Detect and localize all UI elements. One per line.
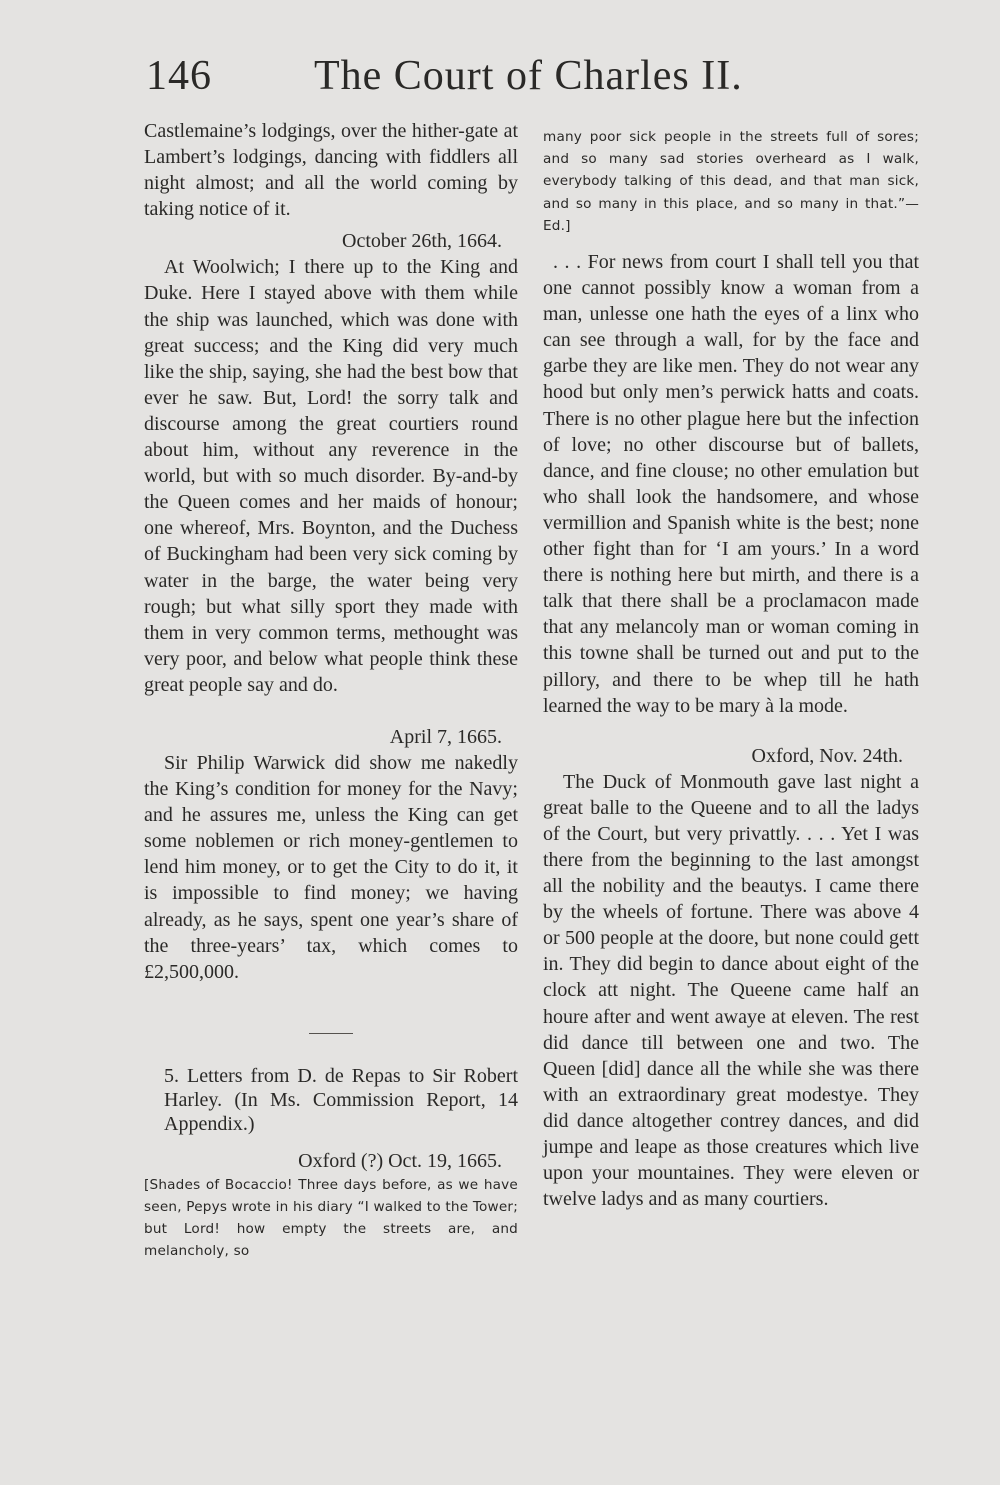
dateline-oxford-nov: Oxford, Nov. 24th. bbox=[751, 744, 903, 767]
page-header bbox=[0, 52, 1000, 112]
editor-note-start: [Shades of Bocaccio! Three days before, as we have seen, Pepys wrote in his diary “I walked to the Tower; but Lord! how empty the streets are, and melancholy, so bbox=[144, 1176, 518, 1260]
paragraph-court-news: . . . For news from court I shall tell you that one cannot possibly know a woman from a man, unlesse one hath the eyes of a linx who can see through a wall, for by the face and garbe they are like men. They do not wear any hood but only men’s perwick hatts and coats. There is no other plague here but the infection of love; no other discourse but of ballets, dance, and fine clouse; no other emulation but who shall look the handsomere, and whose vermillion and Spanish white is the best; none other fight than for ‘I am yours.’ In a word there is nothing here but mirth, and there is a talk that there shall be a proclamacon made that any melancoly man or woman coming in this towne shall be turned out and put to the pillory, and there to be whep till he hath learned the way to be mary à la mode. bbox=[543, 251, 919, 717]
section-heading-letters: 5. Letters from D. de Repas to Sir Robert Harley. (In Ms. Commission Report, 14 Appendix.) bbox=[164, 1064, 518, 1135]
editor-note-continued: many poor sick people in the streets full of sores; and so many sad stories overheard as I walk, everybody talking of this dead, and that man sick, and so many in this place, and so many in that.”—Ed.] bbox=[543, 129, 919, 234]
paragraph-warwick: Sir Philip Warwick did show me nakedly the King’s condition for money for the Navy; and he assures me, unless the King can get some noblemen or rich money-gentlemen to lend him money, or to get the City to do it, it is impossible to find money; we having already, as he says, spent one year’s share of the three-years’ tax, which comes to £2,500,000. bbox=[144, 751, 518, 983]
section-divider bbox=[309, 1033, 353, 1034]
running-title: The Court of Charles II. bbox=[314, 53, 743, 99]
dateline-october-1664: October 26th, 1664. bbox=[342, 230, 502, 253]
left-column bbox=[144, 118, 518, 1263]
page-number: 146 bbox=[146, 53, 212, 99]
right-column bbox=[543, 118, 919, 1212]
dateline-oxford-oct-1665: Oxford (?) Oct. 19, 1665. bbox=[298, 1149, 502, 1172]
paragraph-woolwich: At Woolwich; I there up to the King and Duke. Here I stayed above with them while the ship was launched, which was done with great success; and the King did very much like the ship, saying, she had the best bow that ever he saw. But, Lord! the sorry talk and discourse among the great courtiers round about him, without any reverence in the world, but with so much disorder. By-and-by the Queen comes and her maids of honour; one whereof, Mrs. Boynton, and the Duchess of Buckingham had been very sick coming by water in the barge, the water being very rough; but what silly sport they made with them in very common terms, methought was very poor, and below what people think these great people say and do. bbox=[144, 256, 518, 696]
paragraph-castlemaine: Castlemaine’s lodgings, over the hither-gate at Lambert’s lodgings, dancing with fiddlers all night almost; and all the world coming by taking notice of it. bbox=[144, 120, 518, 221]
paragraph-monmouth-ball: The Duck of Monmouth gave last night a great balle to the Queene and to all the ladys of the Court, but very privattly. . . . Yet I was there from the beginning to the last amongst all the nobility and the beautys. I came there by the wheels of fortune. There was above 4 or 500 people at the doore, but none could gett in. They did begin to dance about eight of the clock att night. The Queene came half an houre after and went awaye at eleven. The rest did dance till between one and two. The Queen [did] dance all the while she was there with an extraordinary great modestye. They did dance altogether contrey dances, and did jumpe and leape as those creatures which live upon your mountaines. They were eleven or twelve ladys and as many courtiers. bbox=[543, 770, 919, 1211]
dateline-april-1665: April 7, 1665. bbox=[389, 725, 502, 748]
